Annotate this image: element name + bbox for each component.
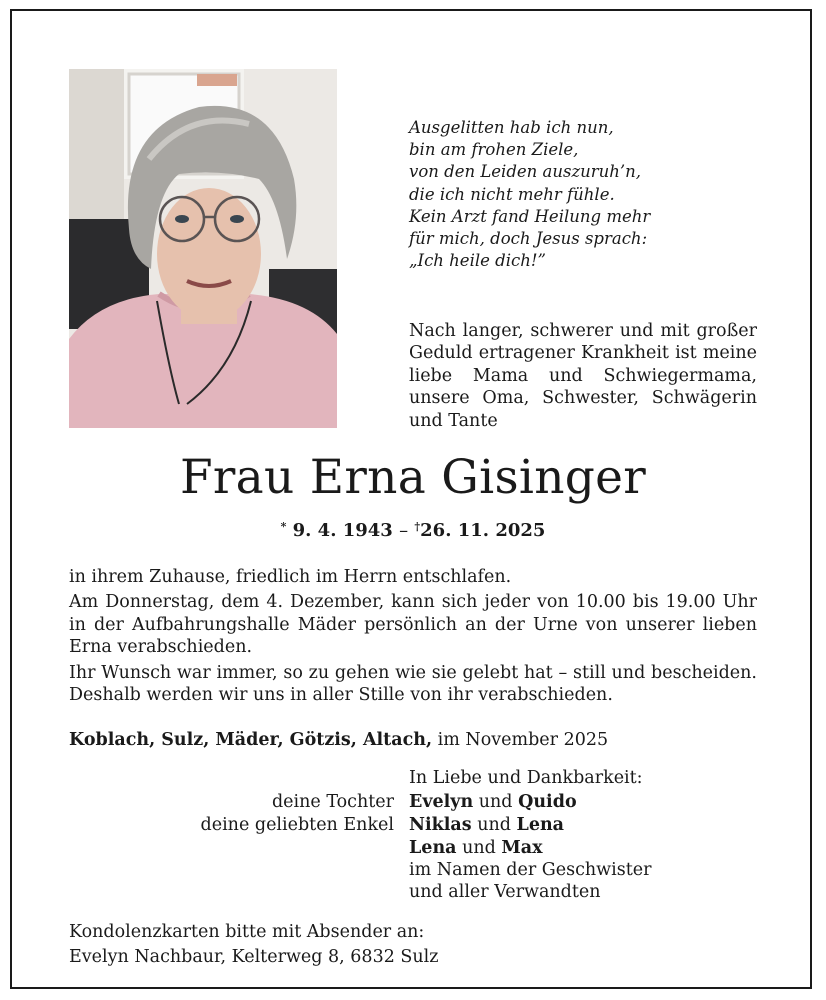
poem-line: „Ich heile dich!”: [409, 251, 546, 271]
notice-body: [69, 566, 757, 709]
poem-line: von den Leiden auszuruh’n,: [409, 162, 642, 182]
life-dates: [0, 520, 826, 541]
mourner-name: Max: [501, 838, 543, 858]
conjunction: und: [478, 792, 513, 812]
birth-date: 9. 4. 1943: [292, 520, 393, 541]
mourner-name: Quido: [518, 792, 577, 812]
daughter-label: deine Tochter: [271, 792, 394, 812]
poem-line: bin am frohen Ziele,: [409, 140, 579, 160]
conjunction: und: [477, 815, 511, 835]
intro-text: Nach langer, schwerer und mit großer Geduld ertragener Krankheit ist meine liebe Mama und Schwiegermama, unsere Oma, Schwester, Schwägerin und Tante: [409, 321, 757, 431]
condolence-line: Evelyn Nachbaur, Kelterweg 8, 6832 Sulz: [69, 947, 439, 967]
conjunction: und: [462, 838, 496, 858]
poem: [409, 117, 779, 272]
birth-mark: *: [280, 520, 287, 533]
poem-line: Ausgelitten hab ich nun,: [409, 118, 614, 137]
death-date: 26. 11. 2025: [420, 520, 546, 541]
grandchildren-names: [409, 838, 543, 858]
condolence-line: Kondolenzkarten bitte mit Absender an:: [69, 922, 425, 942]
daughter-names: [409, 792, 577, 812]
grandchildren-names: [409, 815, 564, 835]
death-mark: †: [414, 520, 421, 533]
place-date-line: [69, 730, 608, 750]
notice-date: im November 2025: [437, 730, 609, 750]
mourners-heading: In Liebe und Dankbarkeit:: [409, 768, 643, 788]
siblings-line: im Namen der Geschwister: [409, 860, 652, 880]
grandchildren-label: deine geliebten Enkel: [200, 815, 394, 835]
portrait-photo: [69, 69, 337, 428]
mourner-name: Lena: [516, 815, 565, 835]
body-paragraph: Ihr Wunsch war immer, so zu gehen wie sie gelebt hat – still und bescheiden. Deshalb werden wir uns in aller Stille von ihr verabschieden.: [69, 662, 757, 706]
mourner-name: Niklas: [409, 815, 472, 835]
towns: Koblach, Sulz, Mäder, Götzis, Altach,: [69, 730, 433, 750]
poem-line: die ich nicht mehr fühle.: [409, 184, 615, 204]
date-separator: –: [399, 520, 409, 541]
poem-line: Kein Arzt fand Heilung mehr: [409, 206, 651, 226]
mourner-name: Lena: [409, 838, 457, 858]
poem-line: für mich, doch Jesus sprach:: [409, 229, 648, 249]
mourner-name: Evelyn: [409, 792, 474, 812]
body-paragraph: Am Donnerstag, dem 4. Dezember, kann sich jeder von 10.00 bis 19.00 Uhr in der Aufbahrungshalle Mäder persönlich an der Urne von unserer lieben Erna verabschieden.: [69, 592, 757, 658]
condolence-address: [69, 920, 438, 970]
deceased-name: Frau Erna Gisinger: [179, 450, 647, 505]
body-paragraph: in ihrem Zuhause, friedlich im Herrn entschlafen.: [69, 567, 512, 587]
relatives-line: und aller Verwandten: [409, 882, 601, 902]
